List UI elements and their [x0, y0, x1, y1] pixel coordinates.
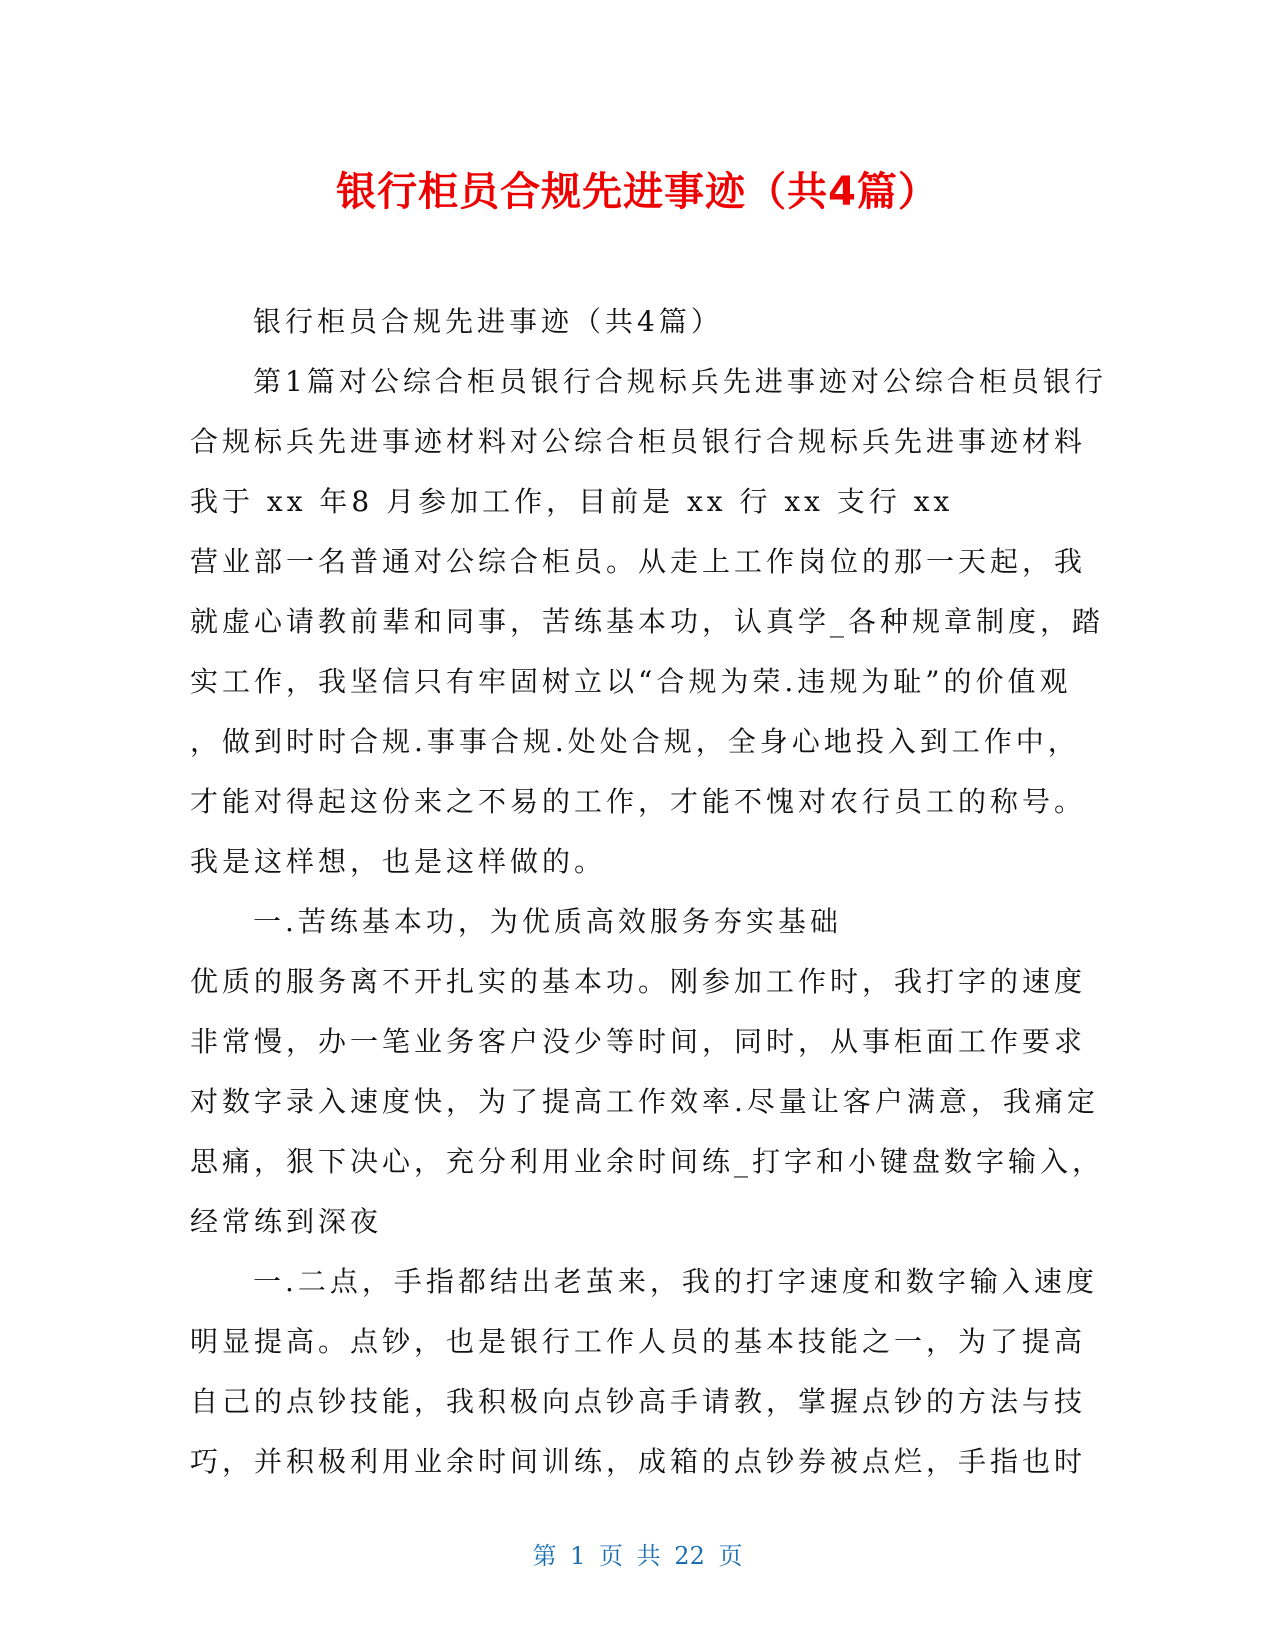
body-line: 经常练到深夜 [190, 1205, 383, 1238]
body-line: 优质的服务离不开扎实的基本功。刚参加工作时，我打字的速度 [190, 965, 1087, 998]
body-line: 银行柜员合规先进事迹（共4篇） [253, 305, 723, 338]
body-line: 我是这样想，也是这样做的。 [190, 845, 607, 878]
body-line: 非常慢，办一笔业务客户没少等时间，同时，从事柜面工作要求 [190, 1025, 1087, 1058]
body-line: 实工作，我坚信只有牢固树立以“合规为荣.违规为耻”的价值观 [190, 665, 1072, 698]
body-line: 对数字录入速度快，为了提高工作效率.尽量让客户满意，我痛定 [190, 1085, 1099, 1118]
body-line: 合规标兵先进事迹材料对公综合柜员银行合规标兵先进事迹材料 [190, 425, 1087, 458]
section-heading: 一.苦练基本功，为优质高效服务夯实基础 [253, 905, 842, 938]
page-number-footer: 第 1 页 共 22 页 [532, 1542, 743, 1570]
body-line: 就虚心请教前辈和同事，苦练基本功，认真学_各种规章制度，踏 [190, 605, 1105, 638]
body-line: 巧，并积极利用业余时间训练，成箱的点钞券被点烂，手指也时 [190, 1445, 1087, 1478]
body-line: 自己的点钞技能，我积极向点钞高手请教，掌握点钞的方法与技 [190, 1385, 1087, 1418]
body-line: 明显提高。点钞，也是银行工作人员的基本技能之一，为了提高 [190, 1325, 1087, 1358]
body-line: 营业部一名普通对公综合柜员。从走上工作岗位的那一天起，我 [190, 545, 1087, 578]
document-title: 银行柜员合规先进事迹（共4篇） [336, 169, 939, 215]
body-line: 第1篇对公综合柜员银行合规标兵先进事迹对公综合柜员银行 [253, 365, 1107, 398]
body-line: 一.二点，手指都结出老茧来，我的打字速度和数字输入速度 [253, 1265, 1098, 1298]
body-line: 才能对得起这份来之不易的工作，才能不愧对农行员工的称号。 [190, 785, 1087, 818]
document-body [190, 292, 1107, 1492]
body-line: 我于 xx 年8 月参加工作，目前是 xx 行 xx 支行 xx [190, 485, 954, 518]
body-line: 思痛，狠下决心，充分利用业余时间练_打字和小键盘数字输入， [190, 1145, 1105, 1178]
body-line: ，做到时时合规.事事合规.处处合规，全身心地投入到工作中， [190, 725, 1080, 758]
